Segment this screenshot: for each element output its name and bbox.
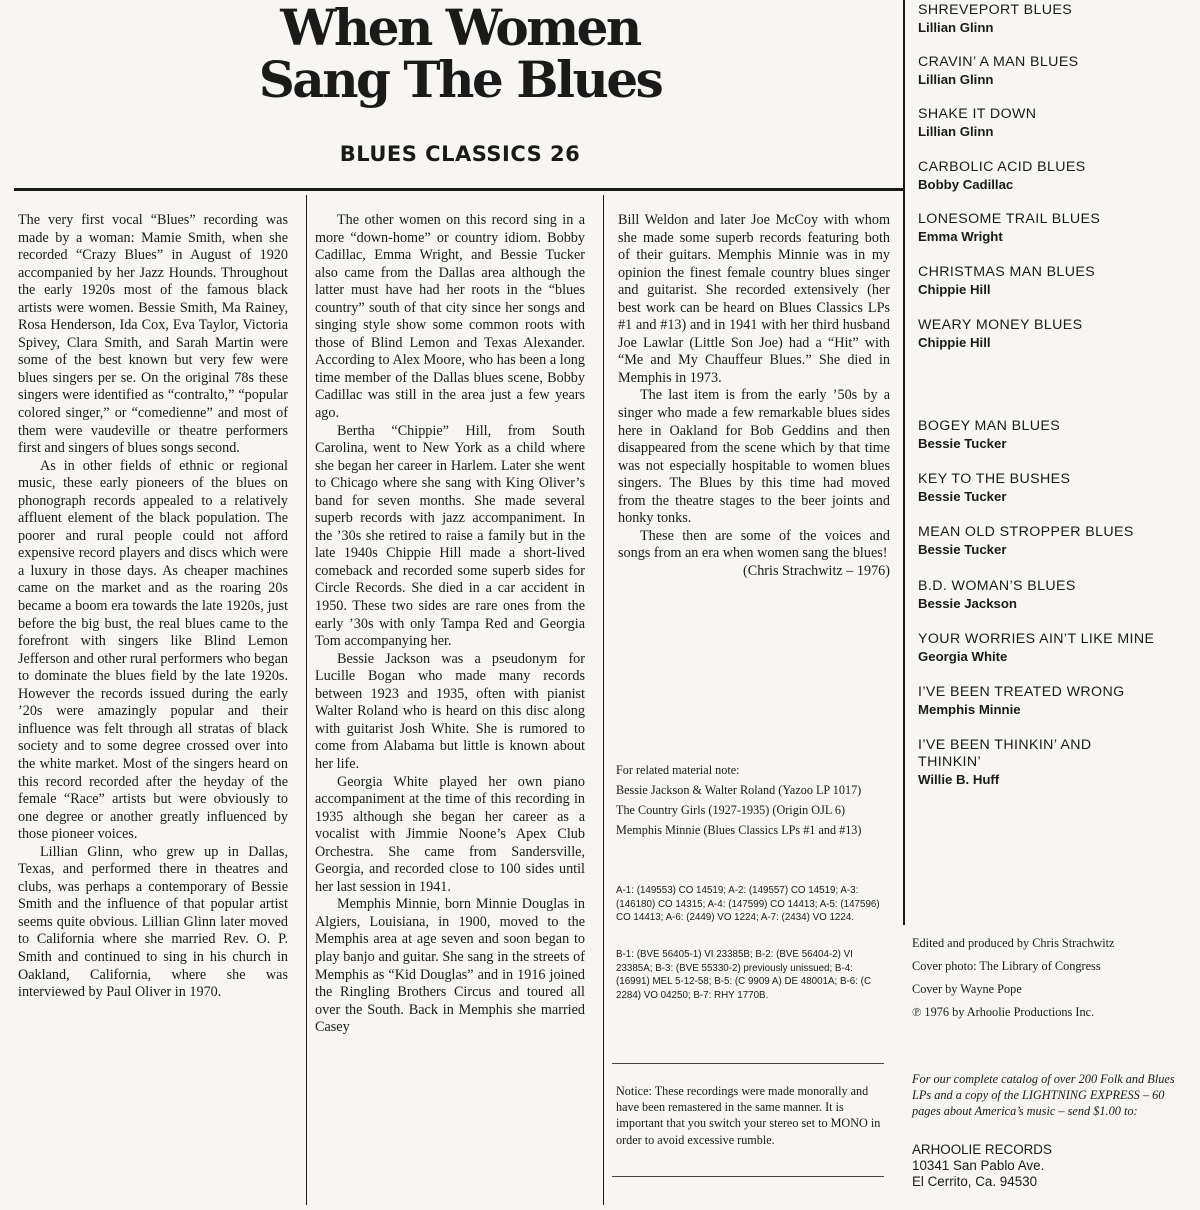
- track-title: YOUR WORRIES AIN’T LIKE MINE: [918, 631, 1155, 647]
- matrix-side-b: B-1: (BVE 56405-1) VI 23385B; B-2: (BVE 56404-2) VI 23385A; B-3: (BVE 55330-2) previously unissued; B-4: (16991) MEL 5-12-58; B-5: (C 9909 A) DE 48001A; B-6: (C 2284) VO 04250; B-7: RHY 1770B.: [616, 949, 872, 1001]
- credit-cover-photo: Cover photo: The Library of Congress: [912, 959, 1101, 973]
- matrix-side-a: A-1: (149553) CO 14519; A-2: (149557) CO 14519; A-3: (146180) CO 14315; A-4: (147599) CO 14413; A-5: (147596) CO 14413; A-6: (2449) VO 1224; A-7: (2434) VO 1224.: [616, 885, 880, 924]
- track-item: [918, 211, 1188, 245]
- track-item: [918, 159, 1188, 193]
- paragraph: Memphis Minnie, born Minnie Douglas in Algiers, Louisiana, in 1900, moved to the Memphis area at age seven and soon began to play banjo and guitar. She sang in the streets of Memphis as “Kid Douglas” and in 1916 joined the Ringling Brothers Circus and toured all over the South. Back in Memphis she married Casey: [315, 896, 585, 1036]
- track-title: KEY TO THE BUSHES: [918, 471, 1071, 487]
- track-title: I’VE BEEN THINKIN’ AND THINKIN’: [918, 737, 1092, 770]
- tracklist-divider: [903, 0, 905, 925]
- paragraph: As in other fields of ethnic or regional music, these early pioneers of the blues on phonograph records appealed to a relatively affluent element of the black population. The poorer and rural people could not afford expensive record players and discs which were a luxury in those days. As cheaper machines came on the market and as the roaring 20s became a boom era towards the late 1920s, just before the big bust, the real blues came to the forefront with singers like Blind Lemon Jefferson and other rural performers who began to dominate the blues field by the late 1920s. However the records issued during the early ’20s were amazingly popular and their influence was felt through all stratas of black society and to some degree crossed over into the white market. Most of the singers heard on this record recorded after the heyday of the female “Race” artists but were obviously to one degree or another greatly influenced by those pioneer voices.: [18, 457, 288, 843]
- credits: [912, 932, 1192, 1024]
- notice-bottom-rule: [612, 1176, 884, 1177]
- track-artist: Bobby Cadillac: [918, 177, 1014, 192]
- track-item: [918, 631, 1188, 665]
- track-title: LONESOME TRAIL BLUES: [918, 211, 1101, 227]
- related-heading: For related material note:: [616, 763, 740, 777]
- track-item: [918, 471, 1188, 505]
- credit-producer: Edited and produced by Chris Strachwitz: [912, 936, 1115, 950]
- track-item: [918, 578, 1188, 612]
- notice-top-rule: [612, 1063, 884, 1064]
- header-divider: [14, 188, 904, 191]
- track-item: [918, 54, 1188, 88]
- track-item: [918, 737, 1158, 788]
- track-artist: Chippie Hill: [918, 282, 991, 297]
- related-item: Memphis Minnie (Blues Classics LPs #1 and #13): [616, 823, 862, 837]
- liner-notes-column-2: [315, 212, 585, 1037]
- liner-notes-column-3: [618, 212, 890, 580]
- track-title: BOGEY MAN BLUES: [918, 418, 1061, 434]
- author-signature: (Chris Strachwitz – 1976): [743, 562, 890, 579]
- album-title-line-1: When Women: [280, 0, 640, 57]
- track-artist: Lillian Glinn: [918, 124, 994, 139]
- track-title: MEAN OLD STROPPER BLUES: [918, 524, 1134, 540]
- track-artist: Willie B. Huff: [918, 772, 1000, 787]
- track-title: CARBOLIC ACID BLUES: [918, 159, 1086, 175]
- mono-notice: Notice: These recordings were made monorally and have been remastered in the same manner. It is important that you switch your stereo set to MONO in order to avoid excessive rumble.: [616, 1084, 881, 1147]
- track-title: SHAKE IT DOWN: [918, 106, 1037, 122]
- track-title: B.D. WOMAN’S BLUES: [918, 578, 1076, 594]
- related-item: Bessie Jackson & Walter Roland (Yazoo LP 1017): [616, 783, 862, 797]
- track-title: SHREVEPORT BLUES: [918, 2, 1073, 18]
- track-artist: Georgia White: [918, 649, 1008, 664]
- label-address: [912, 1142, 1192, 1190]
- track-title: WEARY MONEY BLUES: [918, 317, 1083, 333]
- catalog-offer: For our complete catalog of over 200 Folk and Blues LPs and a copy of the LIGHTNING EXPRESS – 60 pages about America’s music – send $1.00 to:: [912, 1072, 1175, 1118]
- series-label: BLUES CLASSICS 26: [339, 142, 581, 166]
- track-item: [918, 684, 1188, 718]
- paragraph: The very first vocal “Blues” recording was made by a woman: Mamie Smith, when she recorded “Crazy Blues” in August of 1920 accompanied by her Jazz Hounds. Throughout the early 1920s most of the famous black artists were women. Bessie Smith, Ma Rainey, Rosa Henderson, Ida Cox, Eva Taylor, Victoria Spivey, Clara Smith, and Sarah Martin were some of the best known but very few were blues singers per se. On the original 78s these singers were identified as “contralto,” “popular colored singer,” or “comedienne” and most of them were vaudeville or theatre performers first and singers of blues songs second.: [18, 212, 288, 457]
- album-title-line-2: Sang The Blues: [258, 50, 662, 109]
- paragraph: The other women on this record sing in a more “down-home” or country idiom. Bobby Cadillac, Emma Wright, and Bessie Tucker also came from the Dallas area although the latter must have had her roots in the “blues country” south of that city since her songs and singing style show some common roots with those of Blind Lemon and Texas Alexander. According to Alex Moore, who has been a long time member of the Dallas blues scene, Bobby Cadillac was still in the area just a few years ago.: [315, 212, 585, 422]
- paragraph: Bertha “Chippie” Hill, from South Carolina, went to New York as a child where she began her career in Harlem. Later she went to Chicago where she sang with King Oliver’s band for seven months. She made several superb records with jazz accompaniment. In the ’30s she retired to raise a family but in the late 1940s Chippie Hill made a short-lived comeback and recorded some superb sides for Circle Records. She died in a car accident in 1950. These two sides are rare ones from the early ’30s with only Tampa Red and Georgia Tom accompanying her.: [315, 422, 585, 650]
- track-item: [918, 106, 1188, 140]
- track-item: [918, 418, 1188, 452]
- paragraph: Bessie Jackson was a pseudonym for Lucille Bogan who made many records between 1923 and 1935, often with pianist Walter Roland who is heard on this disc along with guitarist Josh White. She is rumored to come from Alabama but little is known about her life.: [315, 650, 585, 772]
- track-artist: Bessie Tucker: [918, 436, 1007, 451]
- liner-notes-column-1: [18, 212, 288, 1002]
- track-artist: Bessie Tucker: [918, 542, 1007, 557]
- track-item: [918, 317, 1188, 351]
- paragraph: Lillian Glinn, who grew up in Dallas, Texas, and performed there in theatres and clubs, was perhaps a contemporary of Bessie Smith and the influence of that popular artist seems quite obvious. Lillian Glinn later moved to California where she married Rev. O. P. Smith and continued to sing in his church in Oakland, California, where she was interviewed by Paul Oliver in 1970.: [18, 843, 288, 1001]
- label-city: El Cerrito, Ca. 94530: [912, 1174, 1038, 1189]
- track-artist: Bessie Tucker: [918, 489, 1007, 504]
- track-artist: Emma Wright: [918, 229, 1003, 244]
- credit-cover-design: Cover by Wayne Pope: [912, 982, 1022, 996]
- paragraph: Georgia White played her own piano accompaniment at the time of this recording in 1935 although she began her career as a vocalist with Jimmie Noone’s Apex Club Orchestra. She came from Sandersville, Georgia, and recorded close to 100 sides until her last session in 1941.: [315, 773, 585, 895]
- label-name: ARHOOLIE RECORDS: [912, 1142, 1052, 1157]
- track-item: [918, 2, 1188, 36]
- track-artist: Lillian Glinn: [918, 72, 994, 87]
- track-artist: Bessie Jackson: [918, 596, 1017, 611]
- track-artist: Chippie Hill: [918, 335, 991, 350]
- column-divider-2: [603, 195, 604, 1205]
- track-artist: Memphis Minnie: [918, 702, 1021, 717]
- related-material: [616, 762, 884, 842]
- track-item: [918, 524, 1188, 558]
- paragraph: These then are some of the voices and songs from an era when women sang the blues!: [618, 527, 890, 562]
- track-title: I’VE BEEN TREATED WRONG: [918, 684, 1125, 700]
- column-divider-1: [306, 195, 307, 1205]
- track-title: CHRISTMAS MAN BLUES: [918, 264, 1096, 280]
- track-artist: Lillian Glinn: [918, 20, 994, 35]
- track-item: [918, 264, 1188, 298]
- label-street: 10341 San Pablo Ave.: [912, 1158, 1045, 1173]
- credit-copyright: ℗ 1976 by Arhoolie Productions Inc.: [912, 1005, 1095, 1019]
- track-title: CRAVIN’ A MAN BLUES: [918, 54, 1079, 70]
- paragraph: Bill Weldon and later Joe McCoy with whom she made some superb records featuring both of their guitars. Memphis Minnie was in my opinion the finest female country blues singer and guitarist. She recorded extensively (her best work can be heard on Blues Classics LPs #1 and #13) and in 1941 with her third husband Joe Lawlar (Little Son Joe) had a “Hit” with “Me and My Chauffeur Blues.” She died in Memphis in 1973.: [618, 212, 890, 386]
- related-item: The Country Girls (1927-1935) (Origin OJL 6): [616, 803, 846, 817]
- album-title: [190, 0, 730, 109]
- paragraph: The last item is from the early ’50s by a singer who made a few remarkable blues sides here in Oakland for Bob Geddins and then disappeared from the scene which by that time was not especially hospitable to women blues singers. The Blues by this time had moved from the theatre stages to the beer joints and honky tonks.: [618, 387, 890, 527]
